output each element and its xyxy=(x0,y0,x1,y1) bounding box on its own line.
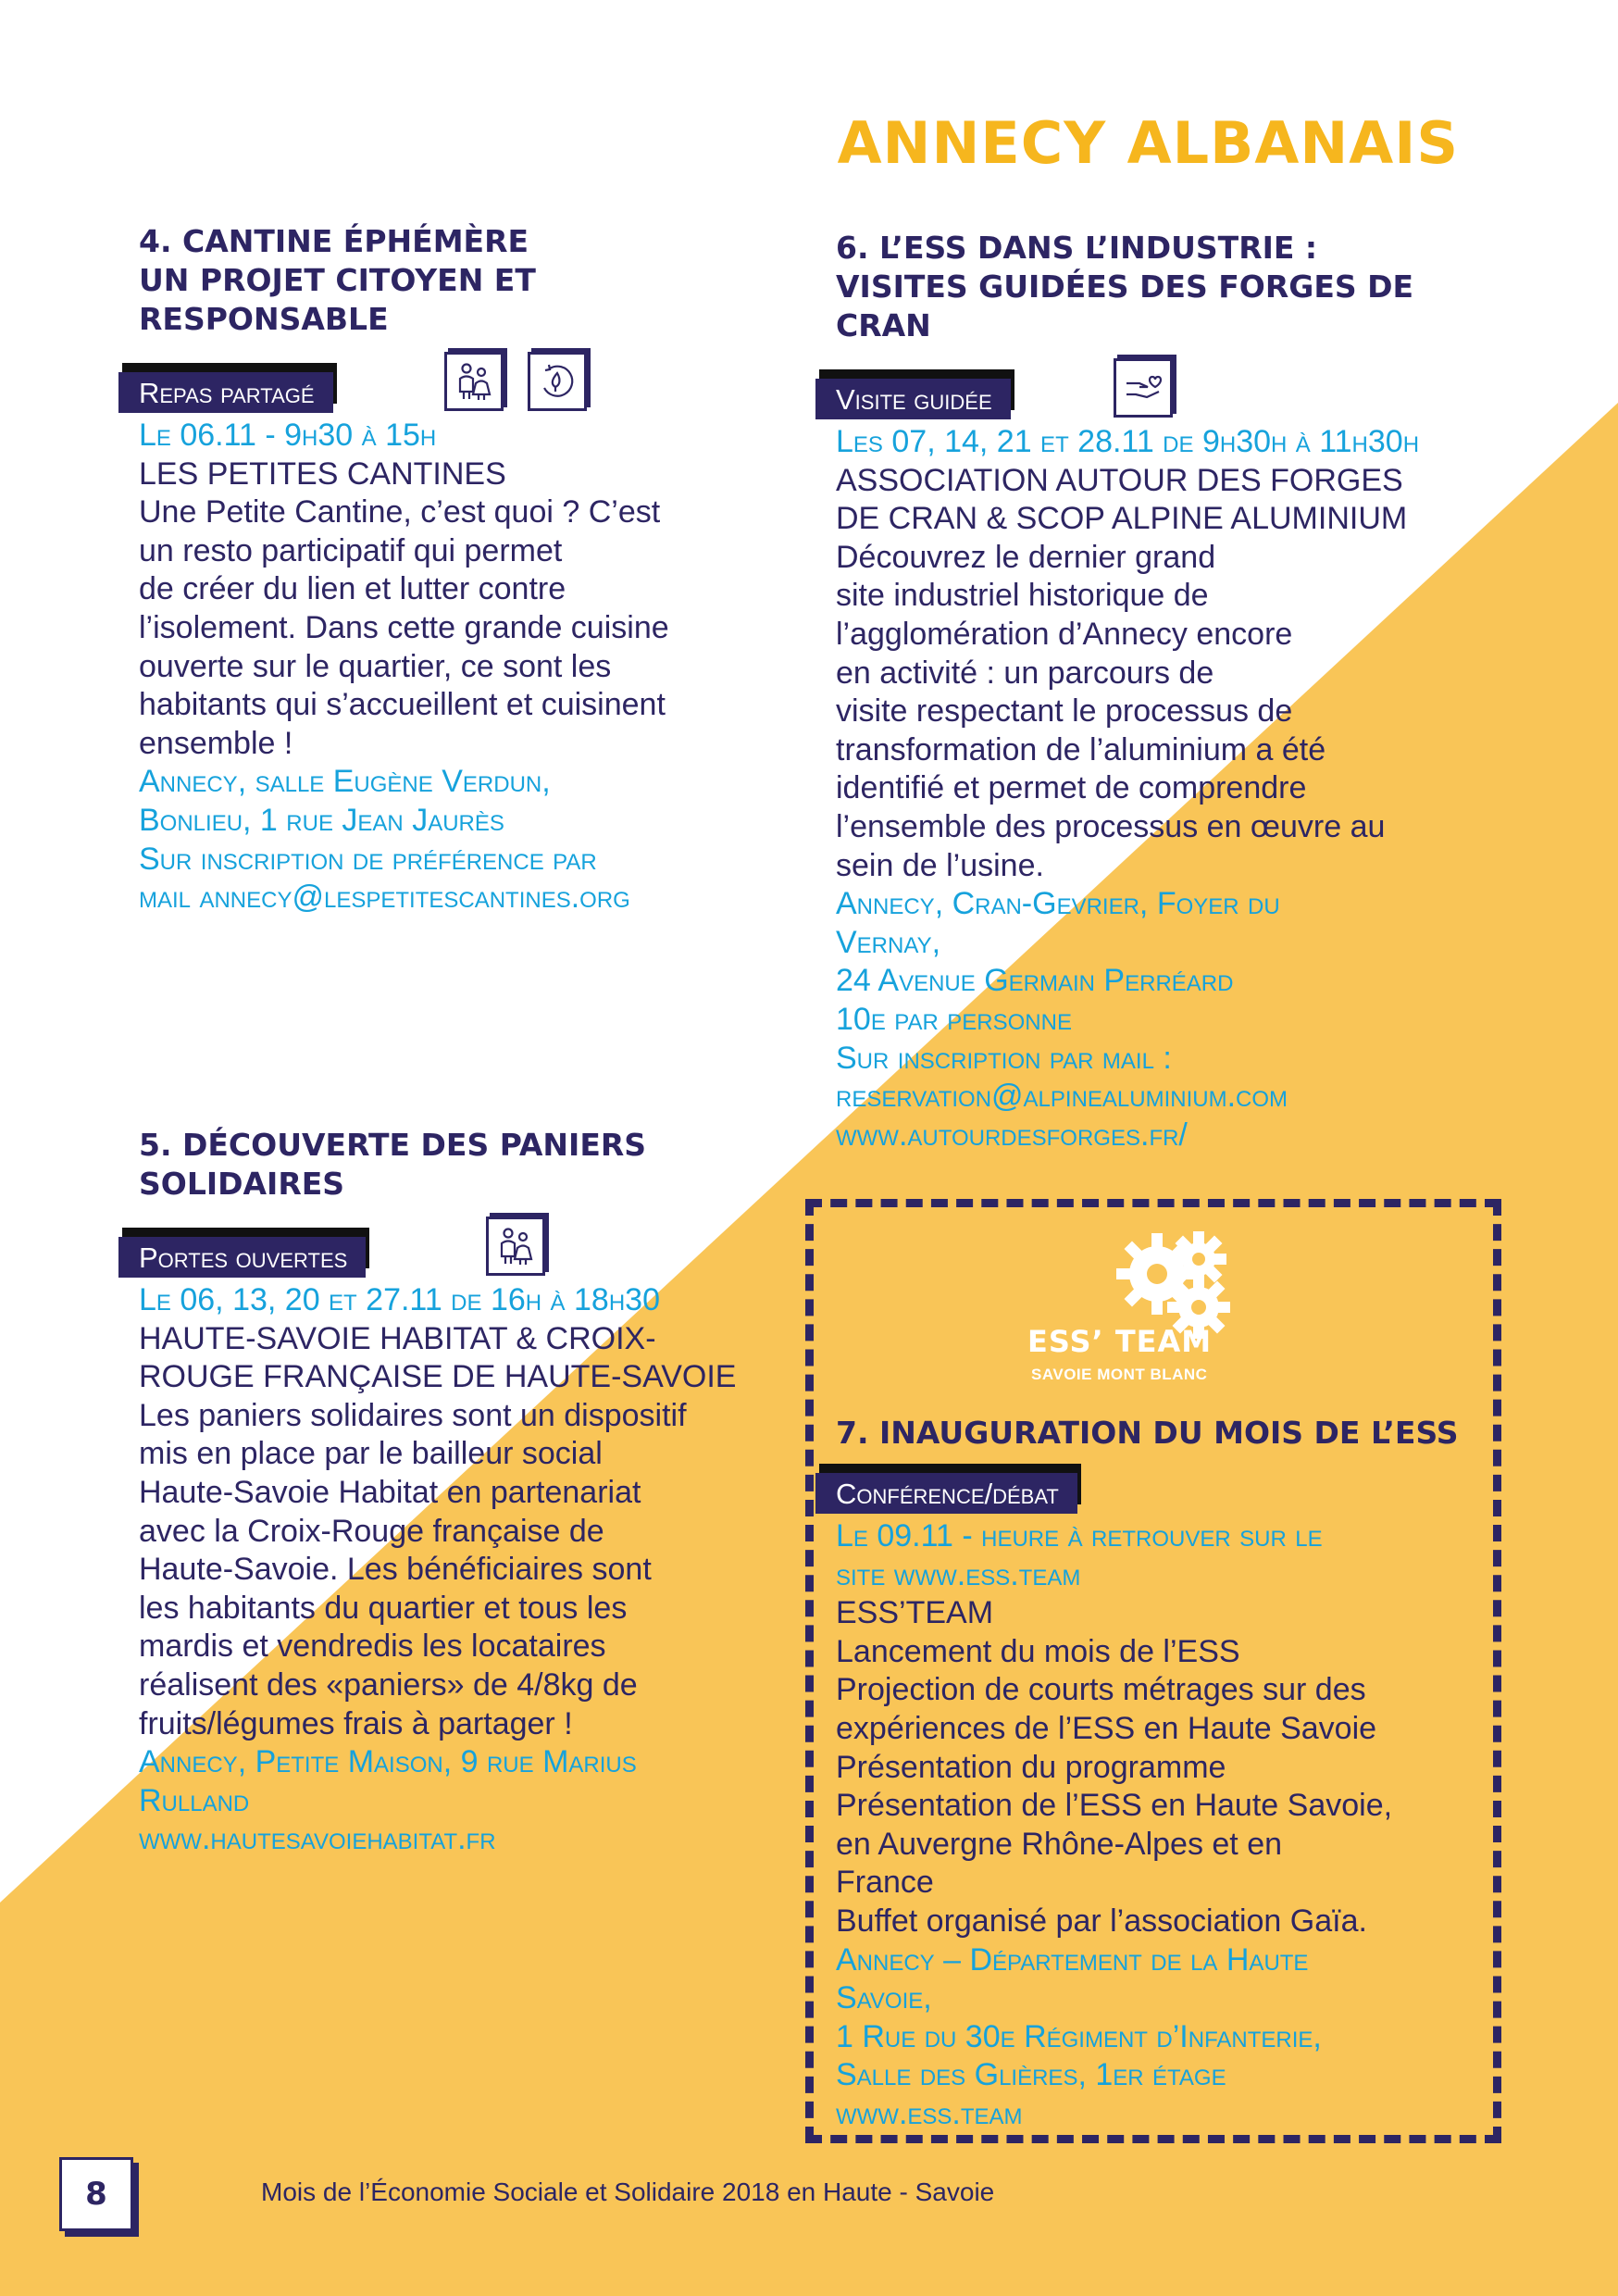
category-badge: Repas partagé xyxy=(118,372,333,413)
event-title: 6. L’ESS DANS L’INDUSTRIE : VISITES GUIDÉES DES FORGES DE CRAN xyxy=(836,230,1414,343)
event-date: Le 06, 13, 20 et 27.11 de 16h à 18h30 xyxy=(139,1282,660,1317)
website-link[interactable]: www.ess.team xyxy=(836,2095,1023,2131)
event-date: Les 07, 14, 21 et 28.11 de 9h30h à 11h30h xyxy=(836,424,1420,459)
page-number: 8 xyxy=(59,2157,133,2231)
family-icon xyxy=(444,352,504,411)
event-title: 5. DÉCOUVERTE DES PANIERS SOLIDAIRES xyxy=(139,1127,647,1202)
event-description: Une Petite Cantine, c’est quoi ? C’est un resto participatif qui permet de créer du lien et lutter contre l’isolement. Dans cette grande cuisine ouverte sur le quartier, ce sont les habitants qui s’accueillent et cuisinent ensemble ! xyxy=(139,494,669,761)
footer-text: Mois de l’Économie Sociale et Solidaire 2018 en Haute - Savoie xyxy=(261,2177,995,2206)
category-badge: Conférence/débat xyxy=(815,1473,1077,1514)
event-title: 4. CANTINE ÉPHÉMÈRE UN PROJET CITOYEN ET RESPONSABLE xyxy=(139,223,536,337)
event-date: Le 06.11 - 9h30 à 15h xyxy=(139,418,437,453)
event-description: Lancement du mois de l’ESS Projection de courts métrages sur des expériences de l’ESS en Haute Savoie Présentation du programme Présentation de l’ESS en Haute Savoie, en Auvergne Rhône-Alpes et en France Buffet organisé par l’association Gaïa. xyxy=(836,1633,1393,1939)
sustainability-icon xyxy=(528,352,587,411)
badge-row xyxy=(836,358,1502,423)
family-icon xyxy=(486,1217,545,1276)
event-title: 7. INAUGURATION DU MOIS DE L’ESS xyxy=(836,1415,1459,1451)
badge-row xyxy=(139,1217,787,1281)
event-details: Annecy – Département de la Haute Savoie, 1 Rue du 30e Régiment d’Infanterie, Salle des Glières, 1er étage www.ess.team xyxy=(836,1941,1484,2134)
event-inauguration xyxy=(836,1414,1484,2134)
event-details: Annecy, Cran-Gevrier, Foyer du Vernay, 24 Avenue Germain Perréard 10e par personne Sur inscription par mail : reservation@alpinealuminium.com www.autourdesforges.fr/ xyxy=(836,885,1502,1154)
event-organizer: LES PETITES CANTINES xyxy=(139,455,506,492)
event-date: Le 09.11 - heure à retrouver sur le site www.ess.team xyxy=(836,1518,1323,1592)
category-badge: Portes ouvertes xyxy=(118,1237,366,1278)
category-badge: Visite guidée xyxy=(815,379,1011,419)
event-cantine xyxy=(139,222,787,917)
ess-team-logo xyxy=(1018,1231,1250,1389)
event-organizer: ASSOCIATION AUTOUR DES FORGES DE CRAN & SCOP ALPINE ALUMINIUM xyxy=(836,462,1408,537)
event-organizer: ESS’TEAM xyxy=(836,1595,994,1631)
event-description: Découvrez le dernier grand site industriel historique de l’agglomération d’Annecy encore en activité : un parcours de visite respectant le processus de transformation de l’aluminium a été identifié et permet de comprendre l’ensemble des processus en œuvre au sein de l’usine. xyxy=(836,539,1386,883)
badge-row xyxy=(836,1466,1484,1517)
helping-hands-icon xyxy=(1114,358,1173,418)
website-link[interactable]: www.autourdesforges.fr/ xyxy=(836,1117,1188,1153)
website-link[interactable]: www.hautesavoiehabitat.fr xyxy=(139,1821,496,1857)
contact-email[interactable]: mail annecy@lespetitescantines.org xyxy=(139,880,630,916)
event-forges-de-cran xyxy=(836,229,1502,1154)
event-organizer: HAUTE-SAVOIE HABITAT & CROIX- ROUGE FRANÇAISE DE HAUTE-SAVOIE xyxy=(139,1320,737,1395)
ess-team-tagline: SAVOIE MONT BLANC xyxy=(1031,1366,1208,1383)
ess-team-name: ESS’ TEAM xyxy=(1027,1324,1213,1359)
event-details: Annecy, Petite Maison, 9 rue Marius Rulland www.hautesavoiehabitat.fr xyxy=(139,1743,787,1859)
badge-row xyxy=(139,352,787,417)
event-paniers-solidaires xyxy=(139,1126,787,1859)
event-details: Annecy, salle Eugène Verdun, Bonlieu, 1 rue Jean Jaurès Sur inscription de préférence par mail annecy@lespetitescantines.org xyxy=(139,763,787,917)
region-title: ANNECY ALBANAIS xyxy=(837,109,1459,177)
contact-email[interactable]: reservation@alpinealuminium.com xyxy=(836,1079,1288,1115)
event-description: Les paniers solidaires sont un dispositif mis en place par le bailleur social Haute-Savoie Habitat en partenariat avec la Croix-Rouge française de Haute-Savoie. Les bénéficiaires sont les habitants du quartier et tous les mardis et vendredis les locataires réalisent des «paniers» de 4/8kg de fruits/légumes frais à partager ! xyxy=(139,1397,687,1741)
